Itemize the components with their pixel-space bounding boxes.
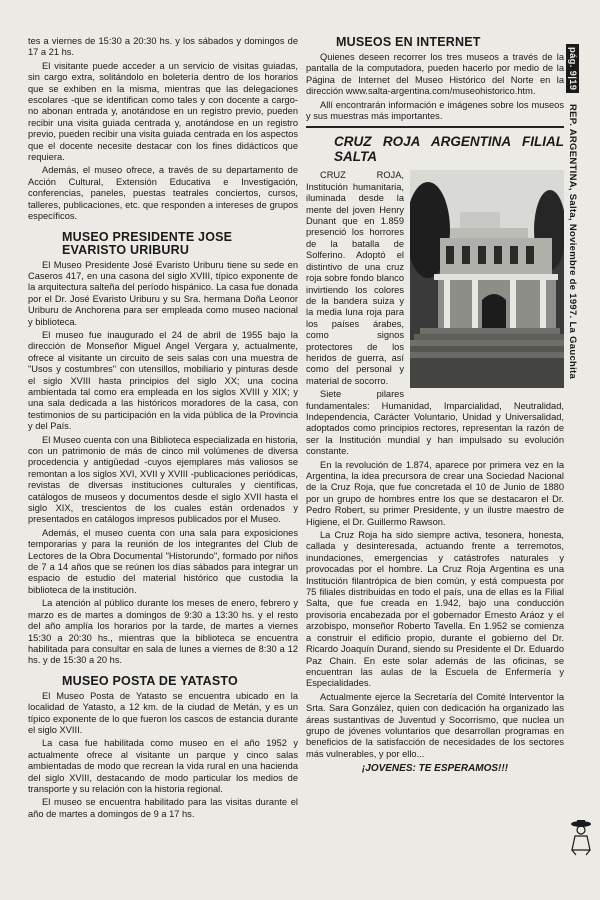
cruz-paragraph-3: En la revolución de 1.874, aparece por primera vez en la Argentina, la idea precursora de crear una Sociedad Nacional de la Cruz Roja, que fue concretada el 10 de Junio de 1880 por un grupo de hombres entre los que se destacaron el Dr. Pedro Robert, su primer Presidente, y un ilustre maestro de Higiene, el Dr. Guillermo Rawson. — [306, 459, 564, 527]
intro-paragraph-2: El visitante puede acceder a un servicio de visitas guiadas, sin cargo extra, solitándolo en boletería dentro de los horarios que se exhiben en la misma, mientras que las delegaciones escolares -que se identifican como tales y con docente a cargo- no abonan entrada y, anotándose en un registro previo, pueden recibir una visita guiada centrada y, anotándose en un registro previo, pueden recibir una visita guiada centrada en los aspectos que el docente necesite destacar con los fines didácticos que requiera. — [28, 60, 298, 163]
uriburu-paragraph-4: Además, el museo cuenta con una sala para exposiciones temporarias y para la reunión de los integrantes del Club de Lectores de la Obra Documental "Historundo", formado por niños de 7 a 14 años que se reúnen los días sábados para integrar un espacio de estudio del material histórico que custodia la biblioteca de la institución. — [28, 527, 298, 595]
closing-line: ¡JOVENES: TE ESPERAMOS!!! — [361, 763, 509, 775]
intro-paragraph-1: tes a viernes de 15:30 a 20:30 hs. y los sábados y domingos de 17 a 21 hs. — [28, 36, 298, 58]
left-column — [28, 36, 298, 822]
cruz-paragraph-2: Siete pilares fundamentales: Humanidad, Imparcialidad, Neutralidad, Independencia, Carácter Voluntario, Unidad y Universalidad, adoptados como principios rectores, representan la razón de ser la Institución mundial y han impulsado su evolución constante. — [306, 389, 564, 457]
uriburu-paragraph-1: El Museo Presidente José Evaristo Uriburu tiene su sede en Caseros 417, en una casona del siglo XVIII, típico exponente de la arquitectura salteña del período hispánico. La casa fue donada por el Dr. José Evaristo Uriburu y su Sra. hermana Doña Leonor Uriburu de Anchorena para ser empleada como museo nacional y biblioteca. — [28, 259, 298, 327]
yatasto-heading: MUSEO POSTA DE YATASTO — [62, 673, 238, 688]
cruz-roja-heading: CRUZ ROJA ARGENTINA FILIAL SALTA — [306, 126, 564, 164]
sidebar-text — [566, 44, 579, 379]
uriburu-paragraph-2: El museo fue inaugurado el 24 de abril de 1955 bajo la dirección de Monseñor Miguel Angel Vergara y, actualmente, ofrece al visitante un circuito de seis salas con una muestra de "Usos y costumbres" con utensillos, mobiliario y pinturas desde el siglo XVIII hasta principios del siglo XX; una cocina ambientada tal como era empleada en los siglos XVIII y XIX; y una sala dedicada a las históricos moradores de la casa, con testimonios de su participación en la vida pública de la Provincia y del País. — [28, 329, 298, 432]
page-sidebar — [566, 44, 590, 380]
uriburu-paragraph-5: La atención al público durante los meses de enero, febrero y marzo es de martes a domingos de 9:30 a 13:30 hs. y el resto del año amplía los horarios por la tarde, de martes a viernes 15:30 a 20:30 hs., mientras que la biblioteca se encuentra habilitada para consultar en sala de lunes a viernes de 8:30 a 12 hs. y de 15:30 a 20 hs. — [28, 598, 298, 666]
right-column — [306, 36, 564, 777]
page-number: pág. 9|19 — [566, 44, 579, 93]
cruz-roja-building-photo — [410, 170, 564, 388]
intro-paragraph-3: Además, el museo ofrece, a través de su departamento de Acción Cultural, Extensión Educativa e Investigación, conferencias, paneles, puestas teatrales conciertos, cursos, talleres, publicaciones, etc. que responden a intereses de grupos específicos. — [28, 165, 298, 222]
yatasto-paragraph-2: La casa fue habilitada como museo en el año 1952 y actualmente ofrece al visitante un parque y cinco salas ambientadas de modo que recrean la vida rural en una hacienda del siglo XVIII, destacando de modo particular los medios de transporte y su relación con la historia regional. — [28, 738, 298, 794]
yatasto-paragraph-1: El Museo Posta de Yatasto se encuentra ubicado en la localidad de Yatasto, a 12 km. de la ciudad de Metán, y es un típico exponente de lo que fueron los cascos de estancia durante el siglo XVIII. — [28, 690, 298, 735]
uriburu-heading: MUSEO PRESIDENTE JOSE EVARISTO URIBURU — [62, 229, 233, 257]
cruz-paragraph-1: CRUZ ROJA, Institución humanitaria, iluminada desde la mente del joven Henry Dunant que en 1.859 presenció los horrores de la batalla de Solferino. Adoptó el distintivo de una cruz roja sobre fondo blanco invirtiendo los colores de la bandera suiza y la media luna roja para los países árabes, como signos protectores de los heridos de guerra, así como del personal y material de socorro. — [306, 170, 404, 386]
cruz-paragraph-5: Actualmente ejerce la Secretaría del Comité Interventor la Srta. Sara González, quien con dedicación ha organizado las áreas sustantivas de Juventud y Socorrismo, que nuclea un grupo de jóvenes voluntarios que desarrollan programas en beneficios de la satisfacción de necesidades de los sectores más vulnerables, y por ello... — [306, 691, 564, 759]
internet-paragraph-2: Allí encontrarán información e imágenes sobre los museos y sus muestras más importantes. — [306, 99, 564, 122]
cruz-paragraph-4: La Cruz Roja ha sido siempre activa, tesonera, honesta, callada y desinteresada, actuando frente a terremotos, inundaciones, emergencias y catástrofes naturales y provocadas por el hombre. La Cruz Roja Argentina es una Institución filantrópica de bien común, y está compuesta por 75 filiales distribuidas en todo el país, una de ellas es la Filial Salta, que fue creada en 1.942, bajo una conducción provisoria encabezada por el gobernador Ernesto Aráoz y el arzobispo, monseñor Roberto Tavella. En 1.952 se comienza a construir el edificio propio, durante el gobierno del Dr. Ricardo Joaquín Durand, siendo su Presidente el Dr. Eduardo Paz Chain. En este solar además de las oficinas, se encuentran las aulas de la Escuela de Enfermería y Especialidades. — [306, 530, 564, 689]
uriburu-paragraph-3: El Museo cuenta con una Biblioteca especializada en historia, con un patrimonio de más de cinco mil volúmenes de diversa procedencia y antigüedad -cuyos ejemplares más valiosos se remontan a los siglos XVI, XVII y XVIII -publicaciones periódicas, revistas de diversas instituciones culturales y científicas, catálogos de museos y documentos desde el siglo XVII hasta el siglo XIX, trescientos de los cuales están ordenados y presentados en catálogos impresos publicados por el Museo. — [28, 434, 298, 525]
yatasto-paragraph-3: El museo se encuentra habilitado para las visitas durante el año de martes a domingos de 9 a 17 hs. — [28, 797, 298, 819]
publication-line: REP. ARGENTINA, Salta, Noviembre de 1997. La Gauchita — [567, 104, 578, 380]
internet-paragraph-1: Quienes deseen recorrer los tres museos a través de la pantalla de la computadora, pueden hacerlo por medio de la Página de Internet del Museo Histórico del Norte en la dirección www.salta-argentina.com/museohistorico.htm. — [306, 52, 564, 97]
internet-heading: MUSEOS EN INTERNET — [336, 35, 481, 49]
gauchita-mascot-icon — [568, 818, 594, 856]
